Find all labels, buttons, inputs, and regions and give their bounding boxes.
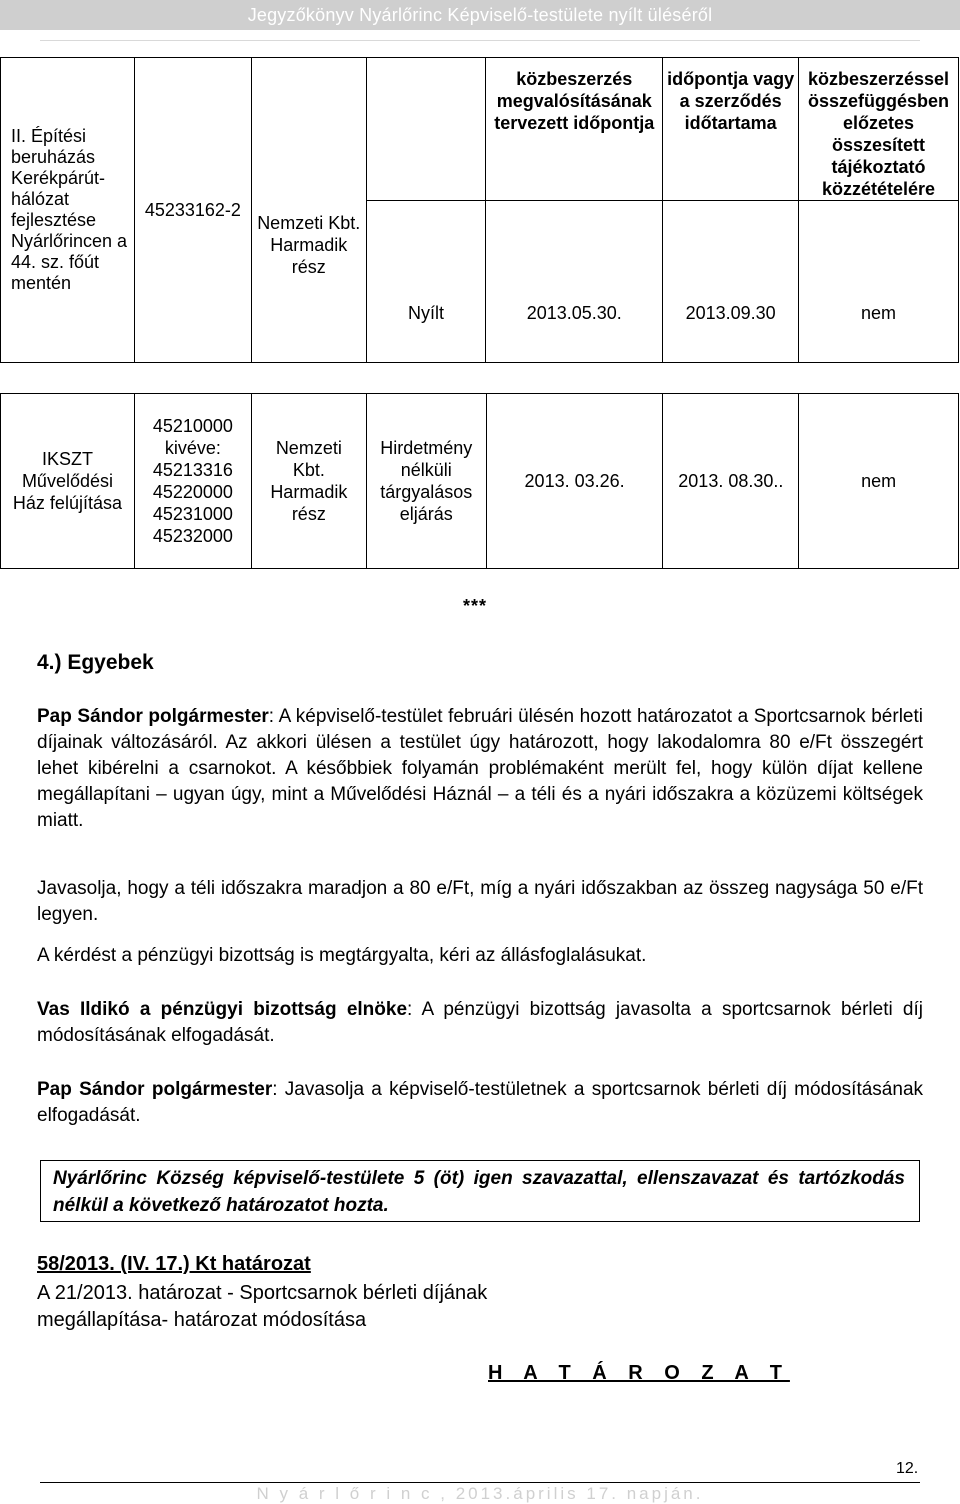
paragraph-text: Javasolja, hogy a téli időszakra maradjon a 80 e/Ft, míg a nyári időszakban az összeg nagysága 50 e/Ft legyen. — [37, 878, 923, 925]
row1-subject-cell — [1, 58, 135, 363]
row2-contract: 2013. 08.30.. — [678, 471, 784, 491]
row2-part: Nemzeti Kbt. Harmadik rész — [270, 438, 348, 524]
row2-cpv: 45210000 kivéve: 45213316 45220000 45231000 45232000 — [152, 416, 233, 546]
row1-contract-cell — [663, 201, 799, 363]
speaker-name: Pap Sándor polgármester — [37, 1079, 273, 1100]
speaker-name: Pap Sándor polgármester — [37, 706, 269, 727]
row2-subject-cell — [1, 394, 135, 569]
footer-divider — [40, 1482, 920, 1483]
row2-type-cell — [366, 394, 486, 569]
row1-notice: nem — [861, 303, 897, 323]
paragraph-text: : A képviselő-testület februári ülésén hozott határozatot a Sportcsarnok bérleti díjainak változásáról. Az akkori ülésen a testület úgy határozott, hogy lakodalomra 80 e/Ft összegért lehet kibérelni a csarnokot. A későbbiek folyamán problémaként merült fel, hogy külön díjat kellene megállapítani – ugyan úgy, mint a Művelődési Háznál – a téli és a nyári időszakra a közüzemi költségek miatt. — [37, 706, 923, 831]
row2-cpv-cell — [134, 394, 251, 569]
row1-subject: II. Építési beruházás Kerékpárút-hálózat fejlesztése Nyárlőrincen a 44. sz. főút mentén — [11, 126, 128, 293]
paragraph-text: : A pénzügyi bizottság javasolta a sportcsarnok bérleti díj módosításának elfogadását. — [37, 999, 924, 1046]
row2-planned: 2013. 03.26. — [524, 471, 625, 491]
paragraph-committee-question — [37, 943, 923, 969]
speaker-name: Vas Ildikó a pénzügyi bizottság elnöke — [37, 999, 408, 1020]
resolution-heading: H A T Á R O Z A T — [488, 1362, 790, 1384]
header-planned-date-label: közbeszerzés megvalósításának tervezett időpontja — [494, 69, 655, 133]
row1-blank-header — [366, 58, 486, 201]
row1-notice-cell — [799, 201, 959, 363]
page-number: 12. — [896, 1460, 919, 1477]
header-notice-label: közbeszerzéssel összefüggésben előzetes összesített tájékoztató közzétételére — [807, 69, 950, 199]
paragraph-mayor-2 — [37, 1077, 923, 1129]
row2-notice: nem — [861, 471, 897, 491]
vote-result-text: Nyárlőrinc Község képviselő-testülete 5 (öt) igen szavazattal, ellenszavazat és tartózkodás nélkül a következő határozatot hozta. — [53, 1168, 905, 1216]
header-contract-date — [663, 58, 799, 201]
row2-part-cell — [251, 394, 366, 569]
procurement-table-1 — [0, 57, 959, 363]
paragraph-text: A kérdést a pénzügyi bizottság is megtárgyalta, kéri az állásfoglalásukat. — [37, 945, 647, 966]
row2-contract-cell — [663, 394, 799, 569]
header-planned-date — [486, 58, 663, 201]
paragraph-committee-chair — [37, 997, 923, 1049]
row1-part: Nemzeti Kbt. Harmadik rész — [257, 213, 361, 277]
row2-type: Hirdetmény nélküli tárgyalásos eljárás — [380, 438, 473, 524]
procurement-table-2 — [0, 393, 959, 569]
header-notice — [799, 58, 959, 201]
vote-result-box — [40, 1160, 920, 1222]
paragraph-proposal — [37, 876, 923, 928]
running-header-title: Jegyzőkönyv Nyárlőrinc Képviselő-testülete nyílt üléséről — [247, 5, 713, 25]
row1-part-cell — [251, 58, 366, 363]
row1-type: Nyílt — [407, 303, 444, 323]
row1-planned-cell — [486, 201, 663, 363]
row1-cpv-cell — [134, 58, 251, 363]
section-separator: *** — [463, 596, 488, 616]
row1-contract: 2013.09.30 — [685, 303, 776, 323]
resolution-subtitle: A 21/2013. határozat - Sportcsarnok bérleti díjának megállapítása- határozat módosítása — [37, 1282, 488, 1331]
row1-cpv: 45233162-2 — [144, 200, 241, 220]
section-title: 4.) Egyebek — [37, 651, 154, 674]
row2-planned-cell — [486, 394, 663, 569]
row1-type-cell — [366, 201, 486, 363]
running-header — [0, 0, 960, 30]
header-divider — [40, 40, 920, 41]
footer-text: N y á r l ő r i n c , 2013.április 17. napján. — [256, 1484, 704, 1503]
row1-planned: 2013.05.30. — [526, 303, 622, 323]
paragraph-text: : Javasolja a képviselő-testületnek a sportcsarnok bérleti díj módosításának elfogadását. — [37, 1079, 924, 1126]
header-contract-date-label: időpontja vagy a szerződés időtartama — [667, 69, 795, 133]
row2-notice-cell — [799, 394, 959, 569]
row2-subject: IKSZT Művelődési Ház felújítása — [12, 449, 122, 513]
paragraph-mayor-1 — [37, 704, 923, 834]
resolution-id: 58/2013. (IV. 17.) Kt határozat — [37, 1253, 311, 1275]
